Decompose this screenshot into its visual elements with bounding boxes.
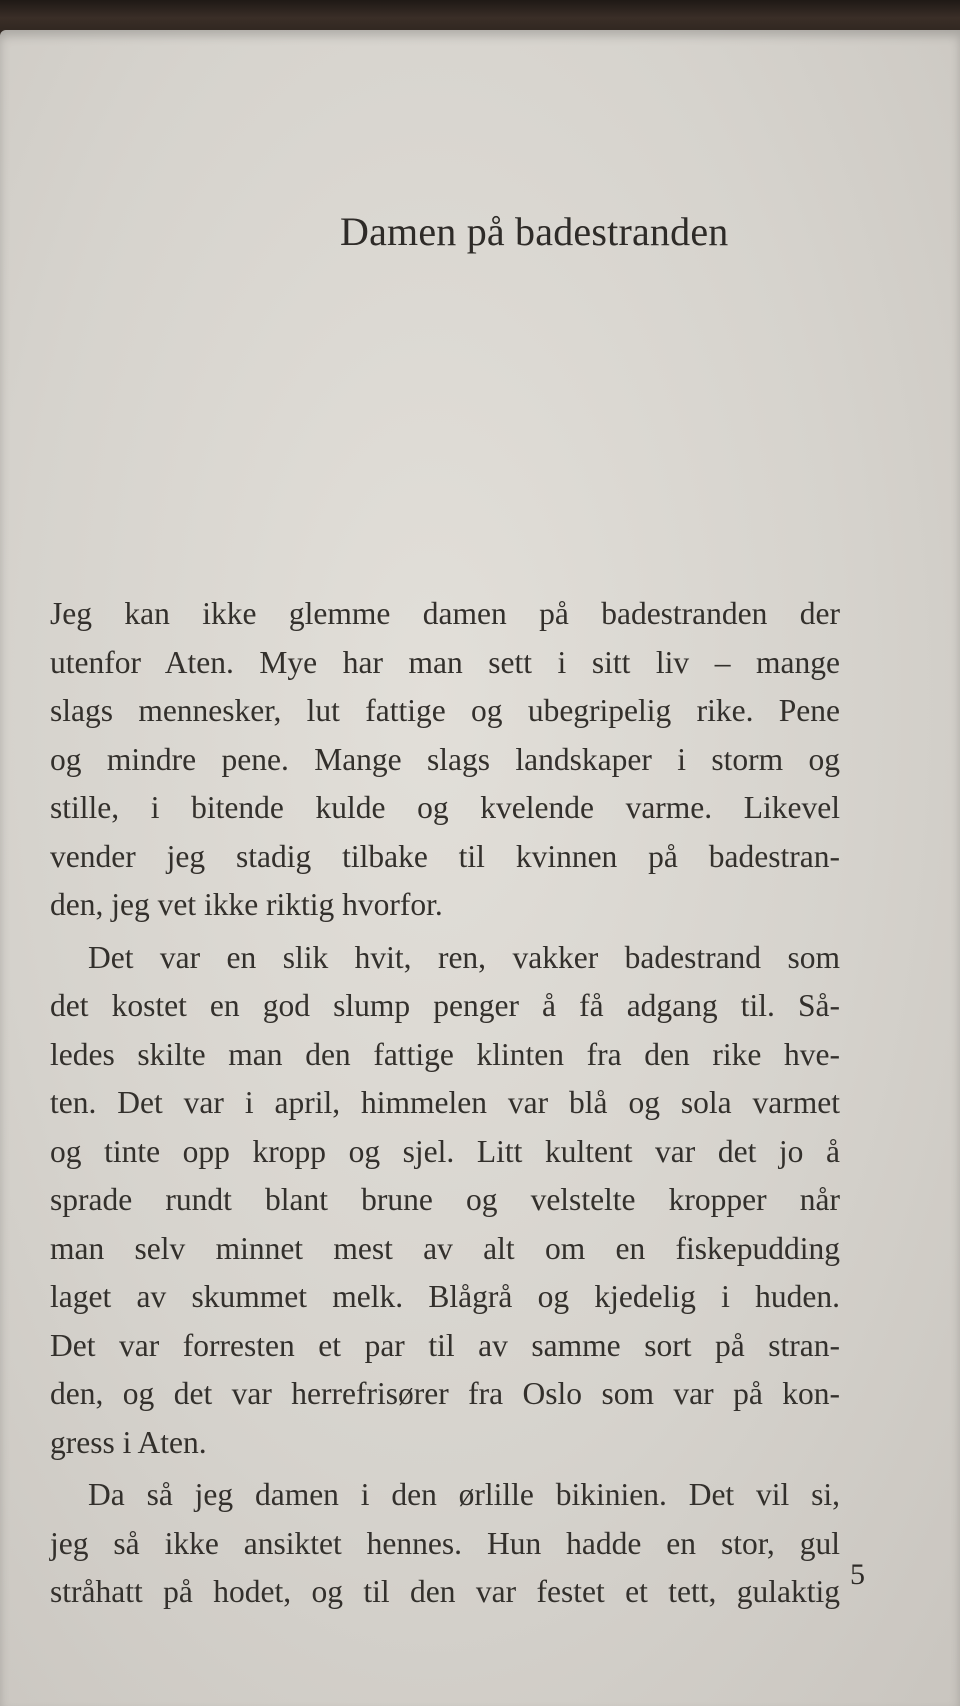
text-line: og mindre pene. Mange slags landskaper i storm og <box>50 741 840 777</box>
book-page <box>0 30 960 1706</box>
text-line: gress i Aten. <box>50 1424 207 1460</box>
text-line: ledes skilte man den fattige klinten fra den rike hve- <box>50 1036 840 1072</box>
text-line: stille, i bitende kulde og kvelende varme. Likevel <box>50 790 840 825</box>
text-line: den, og det var herrefrisører fra Oslo som var på kon- <box>50 1376 840 1411</box>
text-line: Da så jeg damen i den ørlille bikinien. Det vil si, <box>88 1477 840 1512</box>
text-line: stråhatt på hodet, og til den var festet et tett, gulaktig <box>50 1574 840 1609</box>
text-line: slags mennesker, lut fattige og ubegripelig rike. Pene <box>50 693 840 728</box>
text-line: og tinte opp kropp og sjel. Litt kultent var det jo å <box>50 1133 840 1169</box>
text-line: Det var forresten et par til av samme sort på stran- <box>50 1327 840 1363</box>
text-line: det kostet en god slump penger å få adgang til. Så- <box>50 988 840 1023</box>
chapter-title: Damen på badestranden <box>340 209 729 254</box>
text-line: laget av skummet melk. Blågrå og kjedelig i huden. <box>50 1279 840 1314</box>
text-line: ten. Det var i april, himmelen var blå og sola varmet <box>50 1085 840 1120</box>
text-line: man selv minnet mest av alt om en fiskepudding <box>50 1230 840 1266</box>
text-line: utenfor Aten. Mye har man sett i sitt liv – mange <box>50 644 840 680</box>
text-line: jeg så ikke ansiktet hennes. Hun hadde en stor, gul <box>50 1525 840 1561</box>
text-line: den, jeg vet ikke riktig hvorfor. <box>50 887 443 922</box>
page-number: 5 <box>850 1558 865 1591</box>
text-line: Jeg kan ikke glemme damen på badestranden der <box>50 596 840 631</box>
text-line: Det var en slik hvit, ren, vakker badestrand som <box>88 939 840 975</box>
body-text <box>50 590 840 1617</box>
text-line: sprade rundt blant brune og velstelte kropper når <box>50 1182 840 1217</box>
text-line: vender jeg stadig tilbake til kvinnen på badestran- <box>50 838 840 874</box>
